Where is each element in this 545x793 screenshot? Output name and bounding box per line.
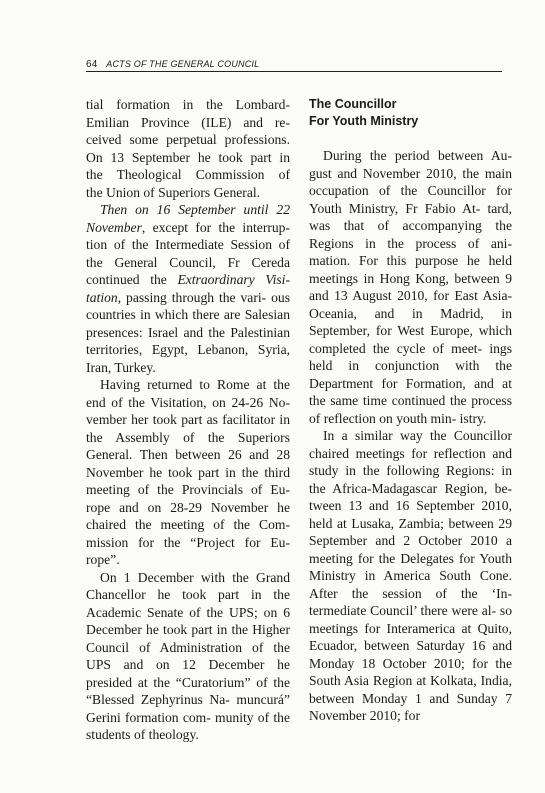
left-para-2 xyxy=(86,201,290,376)
right-para-2: In a similar way the Councillor chaired meetings for reflection and study in the following Regions: in the Africa-Madagascar Region, be- tween 13 and 16 September 2010, held at Lusaka, Zambia; between 29 September and 2 October 2010 a meeting for the Delegates for Youth Ministry in America South Cone. After the session of the ‘In- termediate Council’ there were al- so meetings for Interamerica at Quito, Ecuador, between Saturday 16 and Monday 18 October 2010; for the South Asia Region at Kolkata, India, between Monday 1 and Sunday 7 November 2010; for xyxy=(309,428,512,723)
header-rule xyxy=(86,71,502,72)
left-para-3: Having returned to Rome at the end of the Visitation, on 24-26 No- vember her took part as facilitator in the Assembly of the Superiors General. Then between 26 and 28 November he took part in the third meeting of the Provincials of Eu- rope and on 28-29 November he chaired the meeting of the Com- mission for the “Project for Eu- rope”. xyxy=(86,377,290,567)
italic-dates: Then on 16 September until 22 November xyxy=(86,202,290,235)
left-para-1 xyxy=(86,96,290,201)
page-number: 64 xyxy=(86,59,98,70)
running-header xyxy=(86,59,502,70)
text-line: the Union of Superiors General. xyxy=(86,184,261,200)
text-line: ceived some perpetual professions. xyxy=(86,132,290,147)
text-line: the Theological Commission of xyxy=(86,167,290,182)
text-line: Emilian Province (ILE) and re- xyxy=(86,114,290,130)
running-title: ACTS OF THE GENERAL COUNCIL xyxy=(106,59,260,69)
left-column xyxy=(86,96,290,744)
italic-term: Extraordinary Visi- tation xyxy=(86,272,290,305)
right-column xyxy=(309,96,512,725)
text-line: tial formation in the Lombard- xyxy=(86,97,290,112)
text-line: On 13 September he took part in xyxy=(86,149,290,165)
section-heading xyxy=(309,96,512,130)
heading-line: For Youth Ministry xyxy=(309,114,419,128)
heading-line: The Councillor xyxy=(309,97,397,111)
right-para-1: During the period between Au- gust and November 2010, the main occupation of the Councillor for Youth Ministry, Fr Fabio At- tard, was that of accompanying the Regions in the process of ani- mation. For this purpose he held meetings in Hong Kong, between 9 and 13 August 2010, for East Asia-Oceania, and in Madrid, in September, for West Europe, which completed the cycle of meet- ings held in conjunction with the Department for Formation, and at the same time continued the process of reflection on youth min- istry. xyxy=(309,148,512,426)
para-text: , passing through the vari- ous countries in which there are Salesian presences: Israel and the Palestinian territories, Egypt, Lebanon, Syria, Iran, Turkey. xyxy=(86,289,290,375)
para-text: , except for the interrup- tion of the Intermediate Session of the General Council, Fr Cereda continued the xyxy=(86,219,290,287)
left-para-4: On 1 December with the Grand Chancellor he took part in the Academic Senate of the UPS; on 6 December he took part in the Higher Council of Administration of the UPS and on 12 December he presided at the “Curatorium” of the “Blessed Zephyrinus Na- muncurá” Gerini formation com- munity of the students of theology. xyxy=(86,569,290,742)
